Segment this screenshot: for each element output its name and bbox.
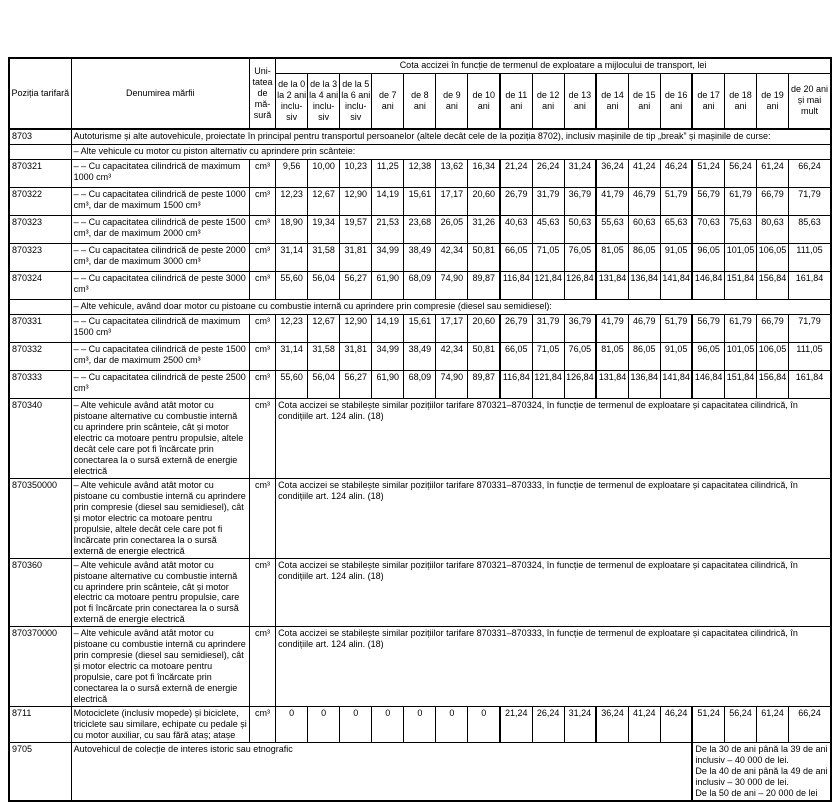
rate-cell: 46,24	[660, 707, 692, 743]
unit-cell: cm³	[250, 558, 276, 627]
row-870350000	[9, 478, 831, 558]
rate-cell: 12,67	[308, 315, 340, 343]
age-col-header: de la 3 la 4 ani inclu-siv	[308, 73, 340, 129]
goods-name-cell: – Alte vehicule având atât motor cu pistoane alternative cu combustie internă cu aprindere prin scânteie, cât și motor electric ca motoare pentru propulsie, altele decât cele care pot fi încărcate prin conectarea la o sursă externă de energie electrică	[71, 399, 249, 479]
age-col-header: de 18 ani	[724, 73, 756, 129]
goods-name-cell: – Alte vehicule având atât motor cu pistoane cu combustie internă cu aprindere prin compresie (diesel sau semidiesel), cât și motor electric ca motoare pentru propulsie, care pot fi încărcate prin conectarea la o sursă externă de energie electrică	[71, 627, 249, 707]
rate-cell: 66,05	[500, 244, 532, 272]
goods-name-cell: – Alte vehicule având atât motor cu pistoane alternative cu combustie internă cu aprindere prin scânteie, cât și motor electric ca motoare pentru propulsie, care pot fi încărcate prin conectarea la o sursă externă de energie electrică	[71, 558, 249, 627]
age-col-header: de la 5 la 6 ani inclu-siv	[340, 73, 372, 129]
rate-cell: 131,84	[596, 272, 628, 300]
rate-cell: 76,05	[564, 244, 596, 272]
rate-cell: 161,84	[789, 371, 831, 399]
tariff-code-cell: 9705	[9, 743, 71, 801]
age-col-header: de 16 ani	[660, 73, 692, 129]
rate-cell: 31,79	[532, 315, 564, 343]
rate-cell: 31,24	[564, 160, 596, 188]
row-8711	[9, 707, 831, 743]
rate-cell: 56,24	[724, 160, 756, 188]
row-870370000	[9, 627, 831, 707]
rate-cell: 34,99	[372, 343, 404, 371]
rate-cell: 56,04	[308, 371, 340, 399]
collection-fee-cell	[692, 743, 831, 801]
rate-cell: 51,24	[692, 160, 724, 188]
rate-cell: 156,84	[757, 371, 789, 399]
age-col-header: de 17 ani	[692, 73, 724, 129]
rate-cell: 17,17	[436, 315, 468, 343]
rate-cell: 74,90	[436, 371, 468, 399]
rate-cell: 55,60	[276, 272, 308, 300]
rate-cell: 23,68	[404, 216, 436, 244]
rate-cell: 61,79	[724, 188, 756, 216]
rate-cell: 61,90	[372, 272, 404, 300]
unit-cell: cm³	[250, 371, 276, 399]
age-col-header: de 14 ani	[596, 73, 628, 129]
goods-name-cell: – – Cu capacitatea cilindrică de peste 1500 cm³, dar de maximum 2500 cm³	[71, 343, 249, 371]
header-row-top	[9, 58, 831, 73]
fee-line: De la 50 de ani – 20 000 de lei	[695, 787, 818, 798]
tariff-code-cell: 870324	[9, 272, 71, 300]
unit-cell: cm³	[250, 478, 276, 558]
rate-cell: 41,24	[628, 707, 660, 743]
rate-cell: 34,99	[372, 244, 404, 272]
rate-cell: 71,05	[532, 343, 564, 371]
rate-cell: 66,05	[500, 343, 532, 371]
rate-cell: 18,90	[276, 216, 308, 244]
rate-cell: 46,79	[628, 188, 660, 216]
row-subsection	[9, 145, 831, 160]
rate-cell: 66,24	[789, 707, 831, 743]
unit-cell: cm³	[250, 707, 276, 743]
tariff-code-cell	[9, 145, 71, 160]
rate-cell: 61,24	[757, 160, 789, 188]
rate-cell: 101,05	[724, 343, 756, 371]
row-870360	[9, 558, 831, 627]
rate-cell: 19,57	[340, 216, 372, 244]
rates-title-header: Cota accizei în funcție de termenul de exploatare a mijlocului de transport, lei	[276, 58, 831, 73]
rate-cell: 71,79	[789, 188, 831, 216]
rate-cell: 40,63	[500, 216, 532, 244]
rate-cell: 14,19	[372, 188, 404, 216]
rate-cell: 151,84	[724, 371, 756, 399]
goods-name-cell: Motociclete (inclusiv mopede) și biciclete, triciclete sau similare, echipate cu pedale și cu motor auxiliar, cu sau fără ataș; atașe	[71, 707, 249, 743]
age-col-header: de la 0 la 2 ani inclu-siv	[276, 73, 308, 129]
rate-cell: 151,84	[724, 272, 756, 300]
unit-cell: cm³	[250, 272, 276, 300]
rate-cell: 75,63	[724, 216, 756, 244]
excise-rates-table	[8, 57, 832, 802]
rate-cell: 91,05	[660, 244, 692, 272]
rate-cell: 20,60	[468, 315, 500, 343]
rate-cell: 16,34	[468, 160, 500, 188]
rate-cell: 10,00	[308, 160, 340, 188]
row-870323	[9, 216, 831, 244]
rate-cell: 56,27	[340, 371, 372, 399]
rate-cell: 26,24	[532, 160, 564, 188]
unit-cell: cm³	[250, 244, 276, 272]
rate-cell: 80,63	[757, 216, 789, 244]
rate-cell: 12,23	[276, 188, 308, 216]
rate-cell: 36,79	[564, 188, 596, 216]
rate-cell: 141,84	[660, 272, 692, 300]
rate-cell: 42,34	[436, 244, 468, 272]
row-870331	[9, 315, 831, 343]
rate-cell: 116,84	[500, 371, 532, 399]
tariff-code-cell: 870323	[9, 216, 71, 244]
fee-line: De la 40 de ani până la 49 de ani inclusiv – 30 000 de lei.	[695, 766, 828, 787]
rate-cell: 146,84	[692, 371, 724, 399]
rate-cell: 12,23	[276, 315, 308, 343]
rate-cell: 17,17	[436, 188, 468, 216]
tariff-code-cell	[9, 300, 71, 315]
rate-cell: 51,79	[660, 315, 692, 343]
rate-cell: 136,84	[628, 371, 660, 399]
rate-cell: 55,63	[596, 216, 628, 244]
tariff-code-cell: 870323	[9, 244, 71, 272]
rate-cell: 50,81	[468, 244, 500, 272]
rate-cell: 96,05	[692, 244, 724, 272]
rate-cell: 26,05	[436, 216, 468, 244]
rate-cell: 36,79	[564, 315, 596, 343]
rate-cell: 46,24	[660, 160, 692, 188]
rate-cell: 66,79	[757, 315, 789, 343]
fee-line: De la 30 de ani până la 39 de ani inclusiv – 40 000 de lei.	[695, 744, 828, 766]
rate-cell: 20,60	[468, 188, 500, 216]
rate-cell: 31,58	[308, 244, 340, 272]
rate-cell: 38,49	[404, 244, 436, 272]
row-9705	[9, 743, 831, 801]
row-subsection	[9, 300, 831, 315]
rate-cell: 0	[468, 707, 500, 743]
rate-cell: 86,05	[628, 343, 660, 371]
rate-cell: 131,84	[596, 371, 628, 399]
rate-cell: 0	[340, 707, 372, 743]
rate-cell: 56,79	[692, 315, 724, 343]
rate-cell: 9,56	[276, 160, 308, 188]
rate-cell: 31,24	[564, 707, 596, 743]
rate-cell: 36,24	[596, 160, 628, 188]
section-text-cell: – Alte vehicule, având doar motor cu pistoane cu combustie internă cu aprindere prin compresie (diesel sau semidiesel):	[71, 300, 831, 315]
rate-cell: 56,27	[340, 272, 372, 300]
rate-cell: 126,84	[564, 272, 596, 300]
rate-cell: 111,05	[789, 244, 831, 272]
rate-cell: 111,05	[789, 343, 831, 371]
rate-cell: 12,90	[340, 188, 372, 216]
age-col-header: de 7 ani	[372, 73, 404, 129]
goods-name-cell: – – Cu capacitatea cilindrică de peste 2500 cm³	[71, 371, 249, 399]
rate-cell: 12,38	[404, 160, 436, 188]
tariff-code-cell: 870350000	[9, 478, 71, 558]
rate-cell: 68,09	[404, 272, 436, 300]
rate-cell: 31,26	[468, 216, 500, 244]
rate-cell: 15,61	[404, 315, 436, 343]
rate-cell: 56,04	[308, 272, 340, 300]
rate-cell: 51,24	[692, 707, 724, 743]
rate-cell: 26,79	[500, 315, 532, 343]
rate-cell: 89,87	[468, 371, 500, 399]
row-870323	[9, 244, 831, 272]
rate-cell: 50,81	[468, 343, 500, 371]
rate-cell: 71,05	[532, 244, 564, 272]
rate-cell: 65,63	[660, 216, 692, 244]
rate-cell: 42,34	[436, 343, 468, 371]
rate-note-cell: Cota accizei se stabilește similar pozițiilor tarifare 870321–870324, în funcție de termenul de exploatare și capacitatea cilindrică, în condițiile art. 124 alin. (18)	[276, 558, 831, 627]
rate-cell: 15,61	[404, 188, 436, 216]
rate-cell: 61,79	[724, 315, 756, 343]
rate-cell: 89,87	[468, 272, 500, 300]
tariff-code-cell: 870322	[9, 188, 71, 216]
rate-cell: 0	[404, 707, 436, 743]
tariff-code-cell: 870331	[9, 315, 71, 343]
rate-cell: 156,84	[757, 272, 789, 300]
age-col-header: de 9 ani	[436, 73, 468, 129]
tariff-code-cell: 870370000	[9, 627, 71, 707]
rate-cell: 0	[372, 707, 404, 743]
tariff-code-cell: 870321	[9, 160, 71, 188]
goods-name-header: Denumirea mărfii	[71, 58, 249, 129]
rate-cell: 136,84	[628, 272, 660, 300]
rate-cell: 70,63	[692, 216, 724, 244]
tariff-code-cell: 870332	[9, 343, 71, 371]
rate-note-cell: Cota accizei se stabilește similar pozițiilor tarifare 870321–870324, în funcție de termenul de exploatare și capacitatea cilindrică, în condițiile art. 124 alin. (18)	[276, 399, 831, 479]
age-col-header: de 11 ani	[500, 73, 532, 129]
row-870324	[9, 272, 831, 300]
unit-cell: cm³	[250, 188, 276, 216]
rate-cell: 51,79	[660, 188, 692, 216]
unit-cell: cm³	[250, 160, 276, 188]
row-870322	[9, 188, 831, 216]
goods-name-cell: – – Cu capacitatea cilindrică de maximum 1500 cm³	[71, 315, 249, 343]
rate-cell: 41,24	[628, 160, 660, 188]
rate-cell: 46,79	[628, 315, 660, 343]
rate-cell: 56,24	[724, 707, 756, 743]
rate-cell: 126,84	[564, 371, 596, 399]
age-col-header: de 10 ani	[468, 73, 500, 129]
tariff-code-cell: 870360	[9, 558, 71, 627]
rate-cell: 31,81	[340, 343, 372, 371]
rate-cell: 38,49	[404, 343, 436, 371]
table-header	[9, 58, 831, 129]
goods-name-cell: – – Cu capacitatea cilindrică de peste 2000 cm³, dar de maximum 3000 cm³	[71, 244, 249, 272]
rate-cell: 85,63	[789, 216, 831, 244]
rate-cell: 66,79	[757, 188, 789, 216]
row-8703	[9, 129, 831, 145]
rate-cell: 31,81	[340, 244, 372, 272]
rate-cell: 86,05	[628, 244, 660, 272]
rate-cell: 26,24	[532, 707, 564, 743]
tariff-code-cell: 8711	[9, 707, 71, 743]
table-body	[9, 129, 831, 801]
rate-cell: 121,84	[532, 272, 564, 300]
rate-cell: 71,79	[789, 315, 831, 343]
rate-cell: 81,05	[596, 244, 628, 272]
rate-cell: 31,14	[276, 343, 308, 371]
rate-cell: 26,79	[500, 188, 532, 216]
rate-cell: 21,53	[372, 216, 404, 244]
rate-cell: 60,63	[628, 216, 660, 244]
section-text-cell: – Alte vehicule cu motor cu piston alternativ cu aprindere prin scânteie:	[71, 145, 831, 160]
rate-cell: 13,62	[436, 160, 468, 188]
goods-name-cell: – – Cu capacitatea cilindrică de peste 1000 cm³, dar de maximum 1500 cm³	[71, 188, 249, 216]
tariff-position-header: Poziția tarifară	[9, 58, 71, 129]
rate-cell: 0	[276, 707, 308, 743]
rate-cell: 121,84	[532, 371, 564, 399]
age-col-header: de 15 ani	[628, 73, 660, 129]
goods-name-cell: – – Cu capacitatea cilindrică de peste 1500 cm³, dar de maximum 2000 cm³	[71, 216, 249, 244]
rate-cell: 41,79	[596, 188, 628, 216]
rate-cell: 81,05	[596, 343, 628, 371]
rate-cell: 106,05	[757, 244, 789, 272]
rate-cell: 11,25	[372, 160, 404, 188]
rate-cell: 141,84	[660, 371, 692, 399]
rate-note-cell: Cota accizei se stabilește similar pozițiilor tarifare 870331–870333, în funcție de termenul de exploatare și capacitatea cilindrică, în condițiile art. 124 alin. (18)	[276, 627, 831, 707]
rate-cell: 55,60	[276, 371, 308, 399]
rate-cell: 61,90	[372, 371, 404, 399]
rate-cell: 10,23	[340, 160, 372, 188]
rate-cell: 68,09	[404, 371, 436, 399]
rate-cell: 74,90	[436, 272, 468, 300]
row-870333	[9, 371, 831, 399]
rate-cell: 91,05	[660, 343, 692, 371]
rate-cell: 66,24	[789, 160, 831, 188]
tariff-code-cell: 870333	[9, 371, 71, 399]
unit-cell: cm³	[250, 627, 276, 707]
rate-cell: 21,24	[500, 707, 532, 743]
rate-cell: 21,24	[500, 160, 532, 188]
unit-cell: cm³	[250, 343, 276, 371]
age-col-header: de 8 ani	[404, 73, 436, 129]
tariff-code-cell: 870340	[9, 399, 71, 479]
rate-cell: 41,79	[596, 315, 628, 343]
rate-cell: 12,90	[340, 315, 372, 343]
unit-header: Uni-tatea de mă-sură	[250, 58, 276, 129]
goods-name-cell: Autovehicul de colecție de interes istoric sau etnografic	[71, 743, 692, 801]
rate-cell: 19,34	[308, 216, 340, 244]
rate-cell: 0	[436, 707, 468, 743]
rate-cell: 31,14	[276, 244, 308, 272]
rate-cell: 31,58	[308, 343, 340, 371]
age-col-header: de 19 ani	[757, 73, 789, 129]
rate-cell: 31,79	[532, 188, 564, 216]
rate-cell: 96,05	[692, 343, 724, 371]
rate-cell: 106,05	[757, 343, 789, 371]
rate-cell: 116,84	[500, 272, 532, 300]
goods-name-cell: – – Cu capacitatea cilindrică de peste 3000 cm³	[71, 272, 249, 300]
age-col-header: de 20 ani și mai mult	[789, 73, 831, 129]
row-870332	[9, 343, 831, 371]
rate-cell: 146,84	[692, 272, 724, 300]
rate-note-cell: Cota accizei se stabilește similar pozițiilor tarifare 870331–870333, în funcție de termenul de exploatare și capacitatea cilindrică, în condițiile art. 124 alin. (18)	[276, 478, 831, 558]
tariff-code-cell: 8703	[9, 129, 71, 145]
rate-cell: 76,05	[564, 343, 596, 371]
section-text-cell: Autoturisme și alte autovehicule, proiectate în principal pentru transportul persoanelor (altele decât cele de la poziția 8702), inclusiv mașinile de tip „break” și mașinile de curse:	[71, 129, 831, 145]
rate-cell: 50,63	[564, 216, 596, 244]
rate-cell: 14,19	[372, 315, 404, 343]
row-870321	[9, 160, 831, 188]
row-870340	[9, 399, 831, 479]
rate-cell: 101,05	[724, 244, 756, 272]
goods-name-cell: – Alte vehicule având atât motor cu pistoane cu combustie internă cu aprindere prin compresie (diesel sau semidiesel), cât și motor electric ca motoare pentru propulsie, altele decât cele care pot fi încărcate prin conectarea la o sursă externă de energie electrică	[71, 478, 249, 558]
unit-cell: cm³	[250, 216, 276, 244]
age-col-header: de 12 ani	[532, 73, 564, 129]
rate-cell: 36,24	[596, 707, 628, 743]
unit-cell: cm³	[250, 399, 276, 479]
rate-cell: 161,84	[789, 272, 831, 300]
rate-cell: 56,79	[692, 188, 724, 216]
rate-cell: 0	[308, 707, 340, 743]
age-col-header: de 13 ani	[564, 73, 596, 129]
rate-cell: 45,63	[532, 216, 564, 244]
rate-cell: 12,67	[308, 188, 340, 216]
rate-cell: 61,24	[757, 707, 789, 743]
unit-cell: cm³	[250, 315, 276, 343]
goods-name-cell: – – Cu capacitatea cilindrică de maximum 1000 cm³	[71, 160, 249, 188]
